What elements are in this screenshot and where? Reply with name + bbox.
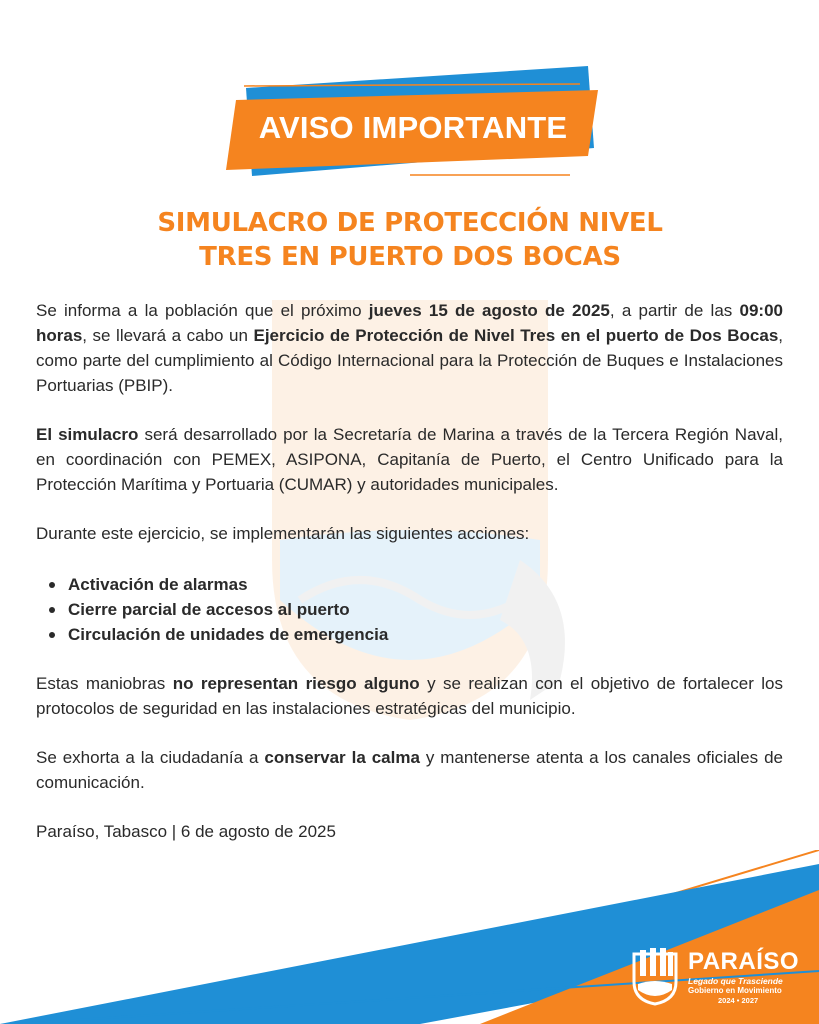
paragraph-organizers [36, 422, 783, 497]
paragraph-calm [36, 745, 783, 795]
aviso-importante-banner: AVISO IMPORTANTE [258, 110, 568, 145]
paragraph-no-risk [36, 671, 783, 721]
p2-simulacro: El simulacro [36, 425, 139, 444]
p5-calm: conservar la calma [264, 748, 420, 767]
paragraph-announcement [36, 298, 783, 398]
list-item: Activación de alarmas [68, 572, 783, 597]
paraiso-emblem-icon [630, 946, 680, 1006]
p1-text-4: , como parte del cumplimiento al Código Internacional para la Protección de Buques e Instalaciones Portuarias (PBIP). [36, 326, 784, 395]
p4-no-risk: no representan riesgo alguno [172, 674, 420, 693]
p1-text-2: , a partir de las [609, 301, 740, 320]
logo-name: PARAÍSO [688, 948, 800, 975]
page-title [60, 206, 760, 274]
logo-subtitle: Gobierno en Movimiento [688, 986, 782, 995]
p1-text-3: , se llevará a cabo un [82, 326, 254, 345]
logo-years: 2024 • 2027 [718, 996, 759, 1005]
p1-text-1: Se informa a la población que el próximo [36, 301, 369, 320]
p5-text-1: Se exhorta a la ciudadanía a [36, 748, 265, 767]
list-item: Circulación de unidades de emergencia [68, 622, 783, 647]
p4-text-2: y se realizan con el objetivo de fortalecer los protocolos de seguridad en las instalaciones estratégicas del municipio. [36, 674, 783, 718]
p1-date: jueves 15 de agosto de 2025 [368, 301, 610, 320]
list-item: Cierre parcial de accesos al puerto [68, 597, 783, 622]
signoff-date: Paraíso, Tabasco | 6 de agosto de 2025 [36, 822, 336, 841]
p4-text-1: Estas maniobras [36, 674, 173, 693]
p2-text: será desarrollado por la Secretaría de Marina a través de la Tercera Región Naval, en coordinación con PEMEX, ASIPONA, Capitanía de Puerto, el Centro Unificado para la Protección Marítima y Portuaria (CUMAR) y autoridades municipales. [36, 425, 783, 494]
paragraph-actions-intro: Durante este ejercicio, se implementarán las siguientes acciones: [36, 524, 530, 543]
logo-tagline: Legado que Trasciende [688, 976, 783, 986]
p1-time: 09:00 horas [36, 301, 783, 345]
actions-list [36, 572, 783, 647]
p5-text-2: y mantenerse atenta a los canales oficiales de comunicación. [36, 748, 783, 792]
p1-exercise: Ejercicio de Protección de Nivel Tres en el puerto de Dos Bocas [253, 326, 779, 345]
paraiso-logo [630, 944, 808, 1012]
title-line-1: SIMULACRO DE PROTECCIÓN NIVEL [157, 208, 663, 238]
title-line-2: TRES EN PUERTO DOS BOCAS [199, 242, 621, 272]
notice-body [36, 298, 783, 844]
